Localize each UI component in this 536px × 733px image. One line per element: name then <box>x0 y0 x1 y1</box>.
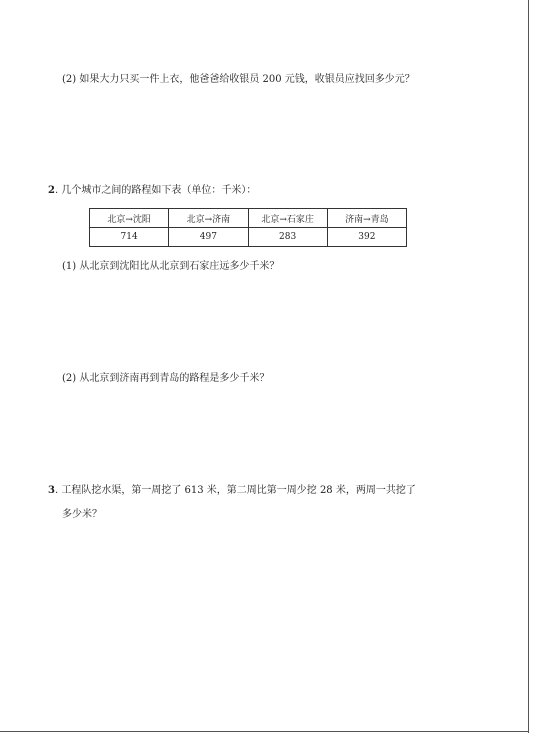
table-cell: 714 <box>90 228 169 247</box>
table-header-cell: 北京→石家庄 <box>248 209 327 228</box>
question-2-text: . 几个城市之间的路程如下表（单位：千米）： <box>54 185 257 196</box>
question-1-part-2: (2) 如果大力只买一件上衣，他爸爸给收银员 200 元钱，收银员应找回多少元？ <box>62 74 415 85</box>
question-2-part-2: (2) 从北京到济南再到青岛的路程是多少千米？ <box>62 373 270 384</box>
question-3-text: . 工程队挖水渠，第一周挖了 613 米，第二周比第一周少挖 28 米，两周一共挖了 <box>54 485 416 496</box>
page-border-bottom <box>0 731 529 732</box>
table-cell: 392 <box>327 228 406 247</box>
table-cell: 283 <box>248 228 327 247</box>
question-2-prompt <box>48 184 256 198</box>
table-header-cell: 北京→济南 <box>169 209 248 228</box>
question-3-line-1 <box>48 484 416 498</box>
page-border-right <box>528 0 529 733</box>
table-cell: 497 <box>169 228 248 247</box>
table-row <box>90 228 407 247</box>
question-2-number: 2 <box>48 185 55 196</box>
question-2-part-1: (1) 从北京到沈阳比从北京到石家庄远多少千米？ <box>62 261 280 272</box>
table-header-cell: 济南→青岛 <box>327 209 406 228</box>
distance-table <box>89 208 407 247</box>
question-3-line-2: 多少米？ <box>62 509 102 520</box>
question-3-number: 3 <box>48 485 55 496</box>
table-header-row <box>90 209 407 228</box>
table-header-cell: 北京→沈阳 <box>90 209 169 228</box>
